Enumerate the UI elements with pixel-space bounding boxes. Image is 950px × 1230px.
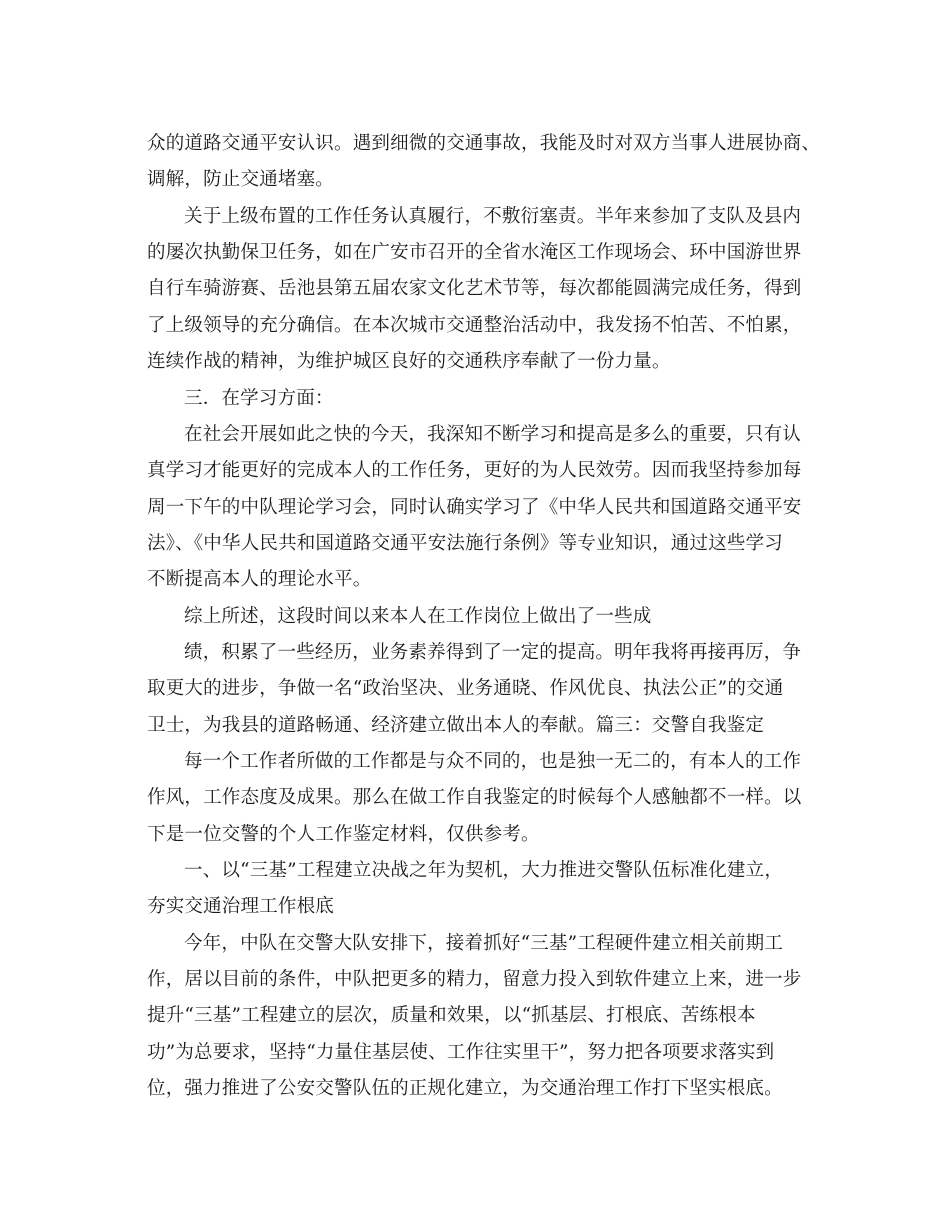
section-heading: 一、以“三基”工程建立决战之年为契机，大力推进交警队伍标准化建立， <box>184 860 784 881</box>
text-line: 作风，工作态度及成果。那么在做工作自我鉴定的时候每个人感触都不一样。以 <box>147 787 802 808</box>
text-line: 作，居以目前的条件，中队把更多的精力，留意力投入到软件建立上来，进一步 <box>147 969 802 990</box>
text-line: 自行车骑游赛、岳池县第五届农家文化艺术节等，每次都能圆满完成任务，得到 <box>147 278 802 299</box>
text-line: 取更大的进步，争做一名“政治坚决、业务通晓、作风优良、执法公正”的交通 <box>147 678 784 699</box>
text-line: 下是一位交警的个人工作鉴定材料，仅供参考。 <box>147 824 540 845</box>
text-line: 绩，积累了一些经历，业务素养得到了一定的提高。明年我将再接再厉，争 <box>184 642 802 663</box>
text-line: 位，强力推进了公安交警队伍的正规化建立，为交通治理工作打下坚实根底。 <box>147 1078 783 1099</box>
section-heading: 三．在学习方面： <box>184 388 334 409</box>
text-line: 综上所述，这段时间以来本人在工作岗位上做出了一些成 <box>184 606 652 627</box>
text-line: 法》、《中华人民共和国道路交通平安法施行条例》等专业知识，通过这些学习 <box>147 533 784 554</box>
text-line: 在社会开展如此之快的今天，我深知不断学习和提高是多么的重要，只有认 <box>184 424 802 445</box>
section-heading: 夯实交通治理工作根底 <box>147 896 335 917</box>
text-line: 了上级领导的充分确信。在本次城市交通整治活动中，我发扬不怕苦、不怕累， <box>147 315 802 336</box>
text-line: 连续作战的精神，为维护城区良好的交通秩序奉献了一份力量。 <box>147 351 671 372</box>
text-line: 卫士，为我县的道路畅通、经济建立做出本人的奉献。篇三：交警自我鉴定 <box>147 715 765 736</box>
text-line: 不断提高本人的理论水平。 <box>147 569 372 590</box>
text-line: 今年，中队在交警大队安排下，接着抓好“三基”工程硬件建立相关前期工 <box>184 933 784 954</box>
text-line: 功”为总要求，坚持“力量住基层使、工作往实里干”，努力把各项要求落实到 <box>147 1042 775 1063</box>
text-line: 真学习才能更好的完成本人的工作任务，更好的为人民效劳。因而我坚持参加每 <box>147 460 802 481</box>
text-line: 调解，防止交通堵塞。 <box>147 169 335 190</box>
text-line: 众的道路交通平安认识。遇到细微的交通事故，我能及时对双方当事人进展协商、 <box>147 133 821 154</box>
text-line: 的屡次执勤保卫任务，如在广安市召开的全省水淹区工作现场会、环中国游世界 <box>147 242 802 263</box>
text-line: 提升“三基”工程建立的层次，质量和效果，以“抓基层、打根底、苦练根本 <box>147 1005 756 1026</box>
text-line: 每一个工作者所做的工作都是与众不同的，也是独一无二的，有本人的工作 <box>184 751 802 772</box>
text-line: 周一下午的中队理论学习会，同时认确实学习了《中华人民共和国道路交通平安 <box>147 497 802 518</box>
text-line: 关于上级布置的工作任务认真履行，不敷衍塞责。半年来参加了支队及县内 <box>184 206 802 227</box>
